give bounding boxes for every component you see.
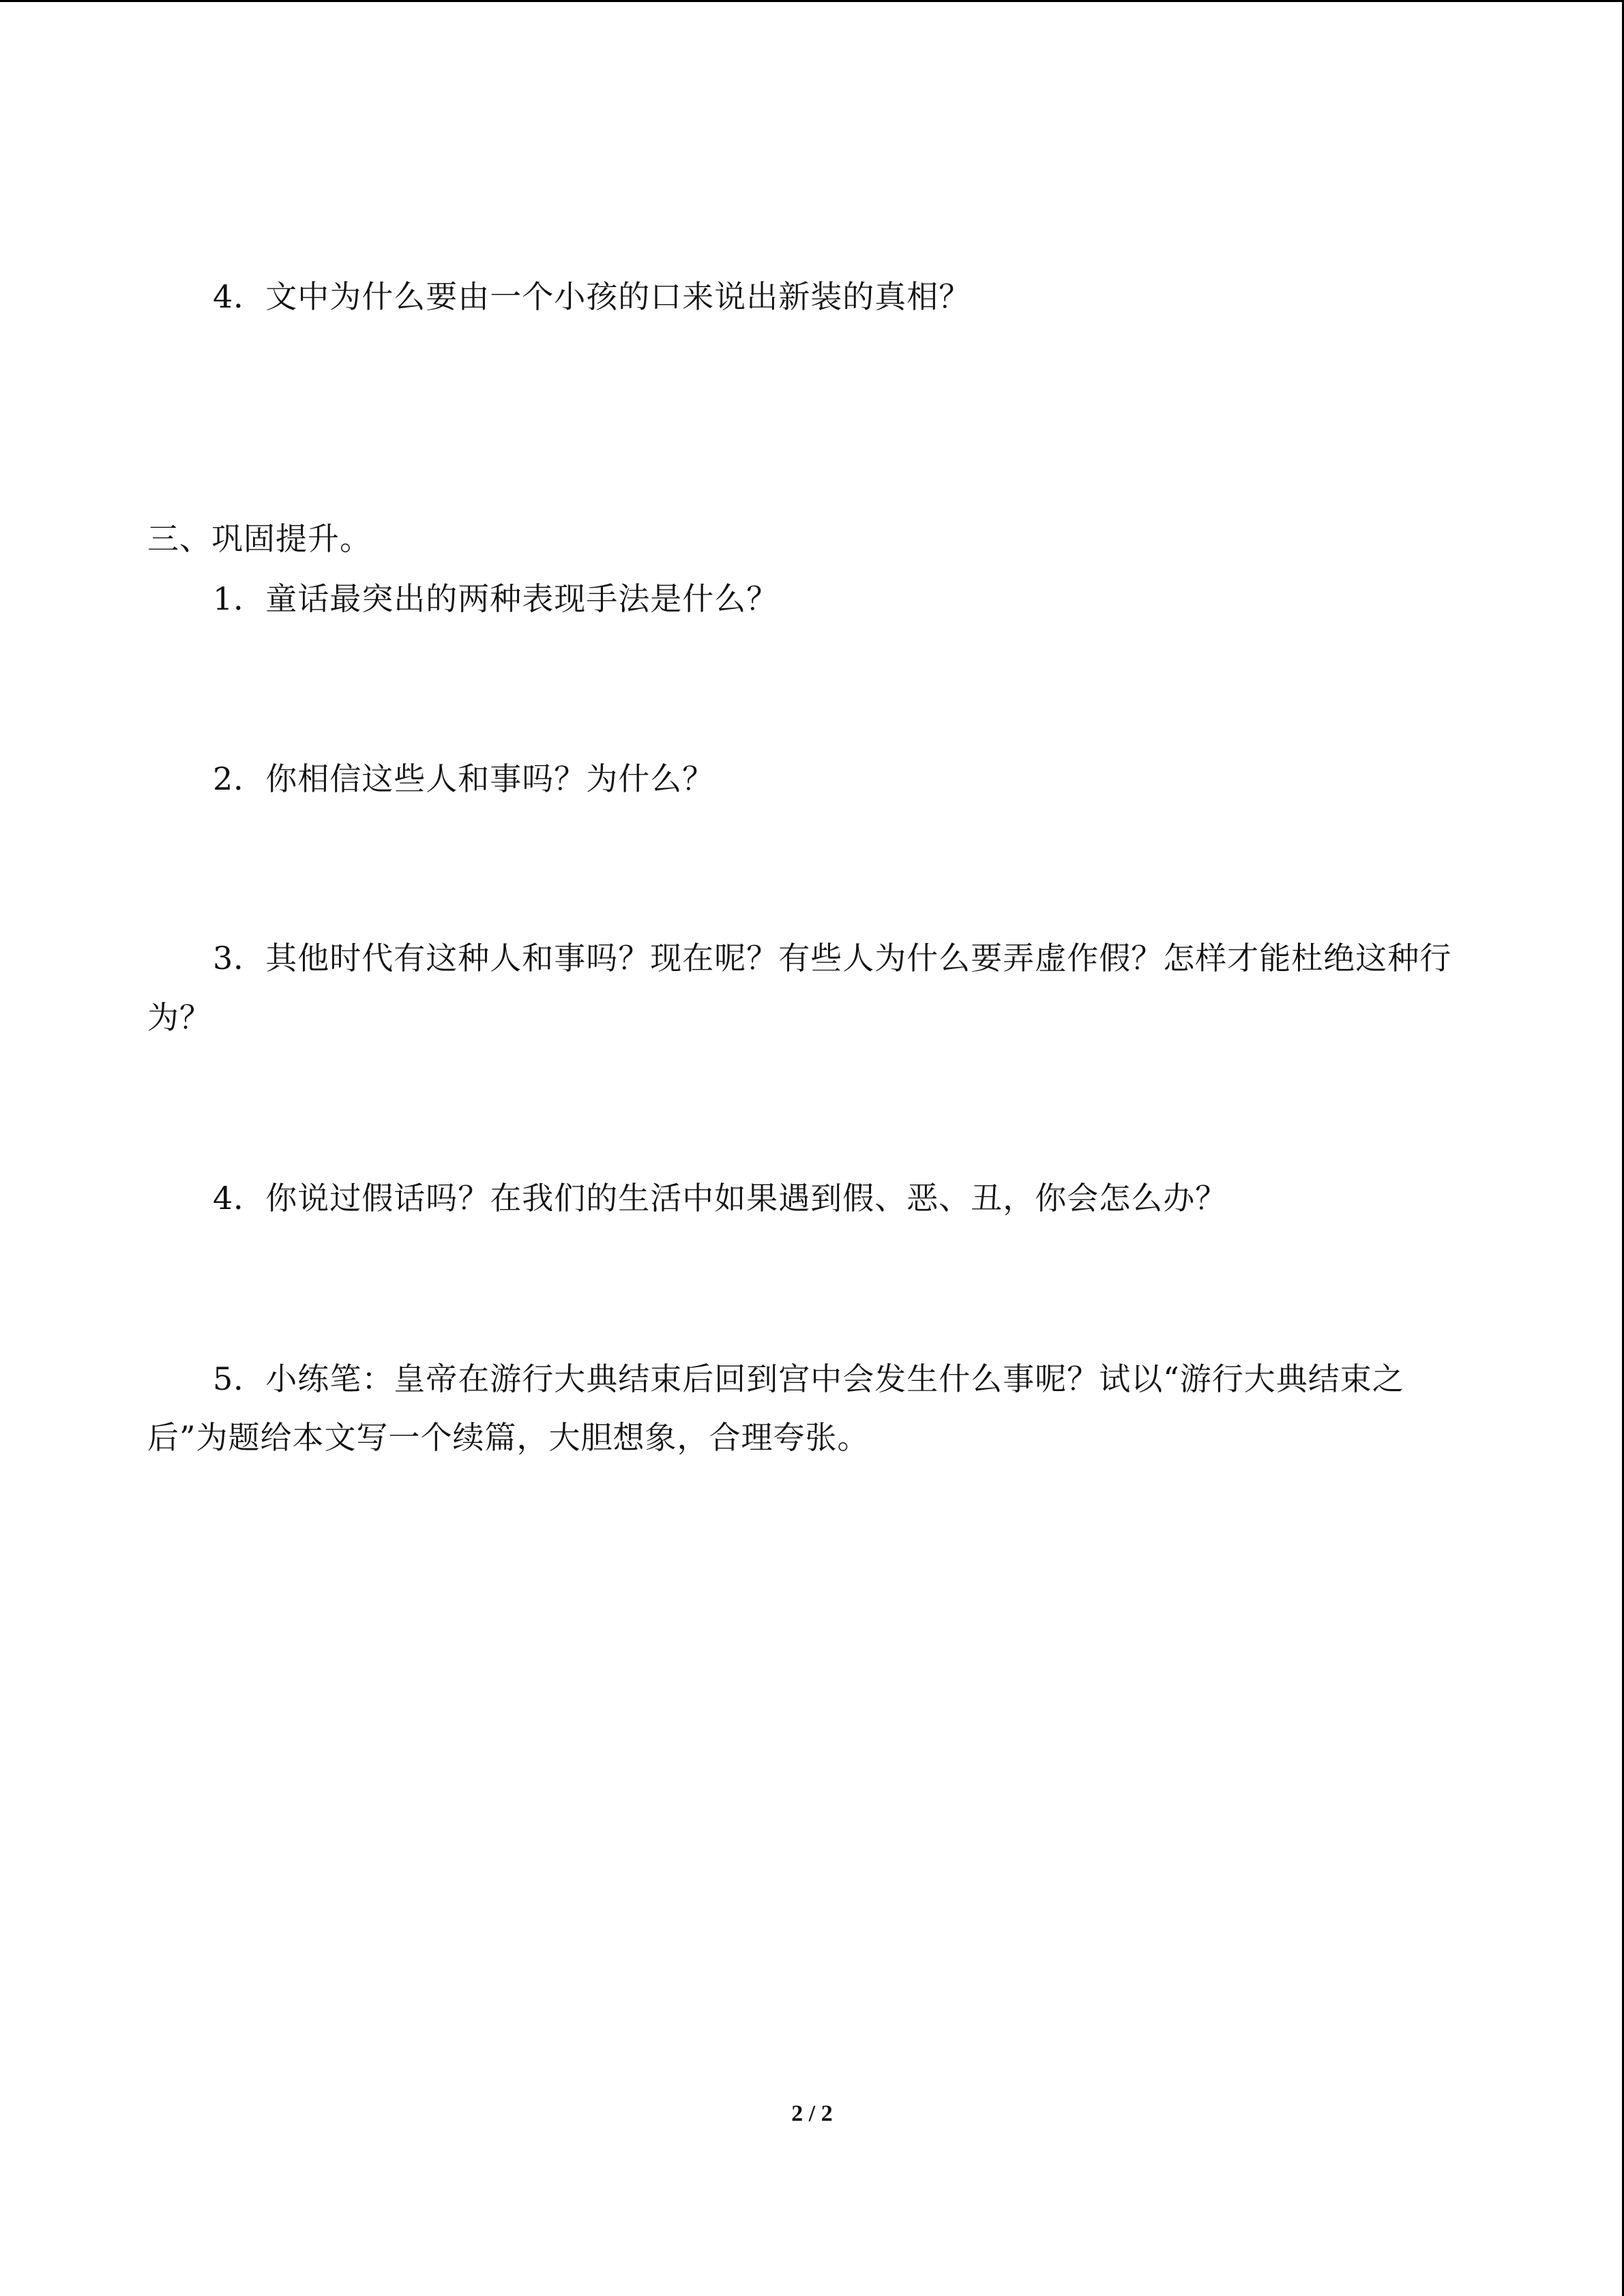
question-5-line-2: 后”为题给本文写一个续篇，大胆想象，合理夸张。 bbox=[147, 1419, 870, 1456]
question-3-line-1: 3．其他时代有这种人和事吗？现在呢？有些人为什么要弄虚作假？怎样才能杜绝这种行 bbox=[213, 940, 1452, 976]
question-3-line-2: 为？ bbox=[147, 999, 211, 1036]
question-2-believe: 2．你相信这些人和事吗？为什么？ bbox=[213, 760, 715, 797]
question-4-lies: 4．你说过假话吗？在我们的生活中如果遇到假、恶、丑，你会怎么办？ bbox=[213, 1180, 1228, 1217]
section-3-title: 三、巩固提升。 bbox=[147, 520, 372, 557]
question-4-why-child: 4．文中为什么要由一个小孩的口来说出新装的真相？ bbox=[213, 278, 971, 315]
question-5-line-1: 5．小练笔：皇帝在游行大典结束后回到宫中会发生什么事呢？试以“游行大典结束之 bbox=[213, 1360, 1404, 1397]
question-1-techniques: 1．童话最突出的两种表现手法是什么？ bbox=[213, 580, 779, 617]
page-number: 2 / 2 bbox=[791, 2101, 833, 2126]
